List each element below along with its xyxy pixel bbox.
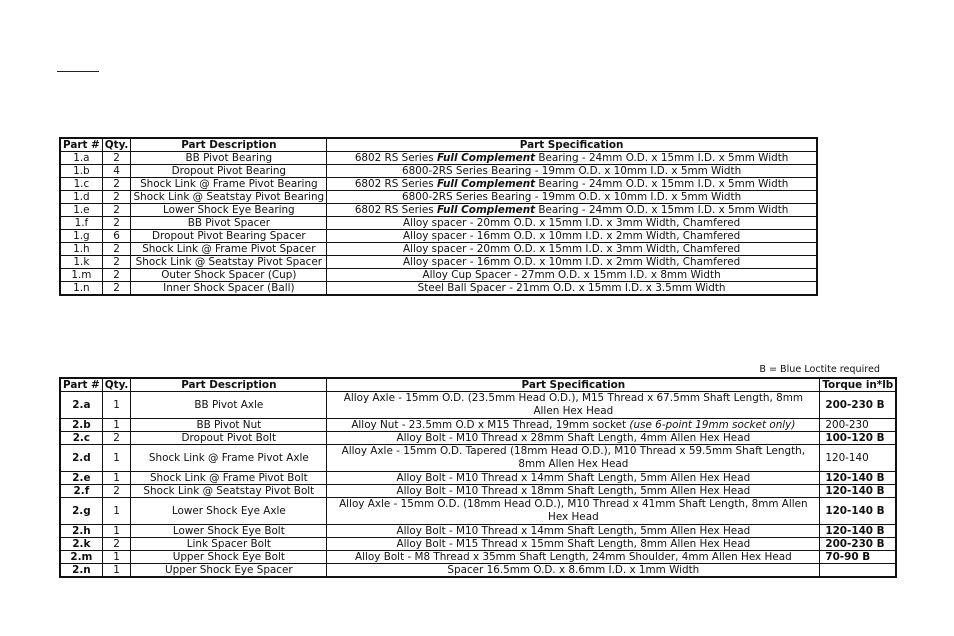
spec-text: Alloy spacer - 16mm O.D. x 10mm I.D. x 2mm Width, Chamfered xyxy=(402,230,741,242)
description-cell: BB Pivot Nut xyxy=(131,419,327,432)
description-cell: Upper Shock Eye Spacer xyxy=(131,564,327,578)
table-row xyxy=(60,472,896,485)
torque-cell: 70-90 B xyxy=(820,551,896,564)
col-header-description: Part Description xyxy=(131,378,327,392)
specification-cell xyxy=(327,165,817,178)
part-number-cell: 1.f xyxy=(60,217,102,230)
table-row xyxy=(60,152,817,165)
col-header-part: Part # xyxy=(60,378,102,392)
torque-cell: 200-230 B xyxy=(820,538,896,551)
specification-cell xyxy=(327,485,820,498)
spec-text: 6802 RS Series xyxy=(354,178,437,190)
description-cell: Lower Shock Eye Bolt xyxy=(131,525,327,538)
part-number-cell: 2.k xyxy=(60,538,102,551)
description-cell: Inner Shock Spacer (Ball) xyxy=(131,282,327,296)
description-cell: Dropout Pivot Bolt xyxy=(131,432,327,445)
qty-cell: 2 xyxy=(102,538,131,551)
loctite-note: B = Blue Loctite required xyxy=(759,364,880,375)
table-row xyxy=(60,485,896,498)
description-cell: BB Pivot Spacer xyxy=(131,217,327,230)
col-header-specification: Part Specification xyxy=(327,138,817,152)
table-header-row xyxy=(60,378,896,392)
specification-cell xyxy=(327,282,817,296)
qty-cell: 2 xyxy=(102,269,131,282)
spec-emphasis: (use 6-point 19mm socket only) xyxy=(629,419,796,431)
spec-text-suffix: Bearing - 24mm O.D. x 15mm I.D. x 5mm Width xyxy=(535,204,789,216)
qty-cell: 2 xyxy=(102,256,131,269)
description-cell: Dropout Pivot Bearing xyxy=(131,165,327,178)
qty-cell: 1 xyxy=(102,551,131,564)
description-cell: Link Spacer Bolt xyxy=(131,538,327,551)
spec-emphasis: Full Complement xyxy=(436,152,536,164)
table-row xyxy=(60,392,896,419)
description-cell: Dropout Pivot Bearing Spacer xyxy=(131,230,327,243)
part-number-cell: 1.n xyxy=(60,282,102,296)
part-number-cell: 2.n xyxy=(60,564,102,578)
col-header-specification: Part Specification xyxy=(327,378,820,392)
table-row xyxy=(60,165,817,178)
specification-cell xyxy=(327,551,820,564)
table-row xyxy=(60,432,896,445)
qty-cell: 1 xyxy=(102,392,131,419)
qty-cell: 2 xyxy=(102,152,131,165)
col-header-torque: Torque in*lb xyxy=(820,378,896,392)
qty-cell: 1 xyxy=(102,472,131,485)
description-cell: Shock Link @ Seatstay Pivot Bolt xyxy=(131,485,327,498)
specification-cell xyxy=(327,230,817,243)
spec-text: Alloy Bolt - M10 Thread x 28mm Shaft Length, 4mm Allen Hex Head xyxy=(396,432,751,444)
col-header-description: Part Description xyxy=(131,138,327,152)
description-cell: Shock Link @ Seatstay Pivot Bearing xyxy=(131,191,327,204)
specification-cell xyxy=(327,525,820,538)
part-number-cell: 1.k xyxy=(60,256,102,269)
qty-cell: 2 xyxy=(102,204,131,217)
torque-cell xyxy=(820,564,896,578)
description-cell: Shock Link @ Seatstay Pivot Spacer xyxy=(131,256,327,269)
qty-cell: 2 xyxy=(102,191,131,204)
part-number-cell: 2.f xyxy=(60,485,102,498)
part-number-cell: 1.e xyxy=(60,204,102,217)
spec-text: Alloy Axle - 15mm O.D. Tapered (18mm Head O.D.), M10 Thread x 59.5mm Shaft Length, 8mm Allen Hex Head xyxy=(341,445,806,470)
part-number-cell: 1.h xyxy=(60,243,102,256)
col-header-qty: Qty. xyxy=(102,378,131,392)
qty-cell: 2 xyxy=(102,485,131,498)
spec-text: Spacer 16.5mm O.D. x 8.6mm I.D. x 1mm Width xyxy=(447,564,700,576)
specification-cell xyxy=(327,498,820,525)
spec-text: Alloy spacer - 20mm O.D. x 15mm I.D. x 3mm Width, Chamfered xyxy=(402,217,741,229)
torque-cell: 200-230 xyxy=(820,419,896,432)
qty-cell: 4 xyxy=(102,165,131,178)
specification-cell xyxy=(327,256,817,269)
specification-cell xyxy=(327,538,820,551)
bearing-spacer-table xyxy=(59,137,818,296)
table-row xyxy=(60,243,817,256)
table-row xyxy=(60,204,817,217)
specification-cell xyxy=(327,178,817,191)
qty-cell: 2 xyxy=(102,178,131,191)
spec-text: Alloy Bolt - M10 Thread x 14mm Shaft Length, 5mm Allen Hex Head xyxy=(396,525,751,537)
qty-cell: 1 xyxy=(102,419,131,432)
specification-cell xyxy=(327,564,820,578)
qty-cell: 2 xyxy=(102,282,131,296)
spec-text: Alloy Cup Spacer - 27mm O.D. x 15mm I.D. x 8mm Width xyxy=(422,269,721,281)
specification-cell xyxy=(327,472,820,485)
description-cell: Outer Shock Spacer (Cup) xyxy=(131,269,327,282)
specification-cell xyxy=(327,191,817,204)
table-row xyxy=(60,498,896,525)
qty-cell: 2 xyxy=(102,243,131,256)
part-number-cell: 1.g xyxy=(60,230,102,243)
table-row xyxy=(60,564,896,578)
torque-cell: 120-140 xyxy=(820,445,896,472)
spec-text: 6800-2RS Series Bearing - 19mm O.D. x 10mm I.D. x 5mm Width xyxy=(402,165,742,177)
spec-text: Steel Ball Spacer - 21mm O.D. x 15mm I.D. x 3.5mm Width xyxy=(417,282,726,294)
part-number-cell: 1.a xyxy=(60,152,102,165)
part-number-cell: 2.b xyxy=(60,419,102,432)
description-cell: Shock Link @ Frame Pivot Axle xyxy=(131,445,327,472)
torque-cell: 120-140 B xyxy=(820,525,896,538)
description-cell: Lower Shock Eye Bearing xyxy=(131,204,327,217)
table-row xyxy=(60,256,817,269)
spec-text-suffix: Bearing - 24mm O.D. x 15mm I.D. x 5mm Width xyxy=(535,178,789,190)
qty-cell: 1 xyxy=(102,564,131,578)
torque-cell: 120-140 B xyxy=(820,498,896,525)
part-number-cell: 2.g xyxy=(60,498,102,525)
spec-text: Alloy Nut - 23.5mm O.D x M15 Thread, 19mm socket xyxy=(351,419,630,431)
table-row xyxy=(60,282,817,296)
spec-text: Alloy spacer - 16mm O.D. x 10mm I.D. x 2mm Width, Chamfered xyxy=(402,256,741,268)
spec-text: 6802 RS Series xyxy=(354,152,437,164)
specification-cell xyxy=(327,217,817,230)
table-row xyxy=(60,191,817,204)
part-number-cell: 2.h xyxy=(60,525,102,538)
description-cell: BB Pivot Axle xyxy=(131,392,327,419)
torque-cell: 100-120 B xyxy=(820,432,896,445)
spec-text: Alloy Bolt - M10 Thread x 18mm Shaft Length, 5mm Allen Hex Head xyxy=(396,485,751,497)
qty-cell: 2 xyxy=(102,217,131,230)
part-number-cell: 1.b xyxy=(60,165,102,178)
col-header-part: Part # xyxy=(60,138,102,152)
spec-emphasis: Full Complement xyxy=(436,178,536,190)
table-row xyxy=(60,230,817,243)
specification-cell xyxy=(327,392,820,419)
torque-cell: 120-140 B xyxy=(820,472,896,485)
table-row xyxy=(60,445,896,472)
part-number-cell: 2.a xyxy=(60,392,102,419)
table-row xyxy=(60,217,817,230)
qty-cell: 1 xyxy=(102,525,131,538)
description-cell: Shock Link @ Frame Pivot Bearing xyxy=(131,178,327,191)
torque-cell: 120-140 B xyxy=(820,485,896,498)
header-rule xyxy=(57,71,99,72)
description-cell: Upper Shock Eye Bolt xyxy=(131,551,327,564)
spec-text: Alloy Bolt - M10 Thread x 14mm Shaft Length, 5mm Allen Hex Head xyxy=(396,472,751,484)
specification-cell xyxy=(327,432,820,445)
spec-text: 6802 RS Series xyxy=(354,204,437,216)
spec-text: Alloy Bolt - M8 Thread x 35mm Shaft Length, 24mm Shoulder, 4mm Allen Hex Head xyxy=(355,551,792,563)
specification-cell xyxy=(327,152,817,165)
qty-cell: 6 xyxy=(102,230,131,243)
description-cell: BB Pivot Bearing xyxy=(131,152,327,165)
description-cell: Shock Link @ Frame Pivot Spacer xyxy=(131,243,327,256)
qty-cell: 1 xyxy=(102,445,131,472)
table-row xyxy=(60,178,817,191)
part-number-cell: 2.c xyxy=(60,432,102,445)
part-number-cell: 2.d xyxy=(60,445,102,472)
table-row xyxy=(60,525,896,538)
hardware-torque-table xyxy=(59,377,897,578)
specification-cell xyxy=(327,445,820,472)
spec-text-suffix: Bearing - 24mm O.D. x 15mm I.D. x 5mm Width xyxy=(535,152,789,164)
specification-cell xyxy=(327,419,820,432)
torque-cell: 200-230 B xyxy=(820,392,896,419)
qty-cell: 1 xyxy=(102,498,131,525)
part-number-cell: 2.e xyxy=(60,472,102,485)
spec-emphasis: Full Complement xyxy=(436,204,536,216)
spec-text: Alloy Bolt - M15 Thread x 15mm Shaft Length, 8mm Allen Hex Head xyxy=(396,538,751,550)
qty-cell: 2 xyxy=(102,432,131,445)
table-header-row xyxy=(60,138,817,152)
specification-cell xyxy=(327,204,817,217)
table-row xyxy=(60,538,896,551)
spec-text: Alloy Axle - 15mm O.D. (23.5mm Head O.D.), M15 Thread x 67.5mm Shaft Length, 8mm Allen Hex Head xyxy=(343,392,803,417)
part-number-cell: 1.c xyxy=(60,178,102,191)
part-number-cell: 2.m xyxy=(60,551,102,564)
col-header-qty: Qty. xyxy=(102,138,131,152)
table-row xyxy=(60,419,896,432)
spec-text: 6800-2RS Series Bearing - 19mm O.D. x 10mm I.D. x 5mm Width xyxy=(402,191,742,203)
description-cell: Lower Shock Eye Axle xyxy=(131,498,327,525)
specification-cell xyxy=(327,243,817,256)
part-number-cell: 1.d xyxy=(60,191,102,204)
table-row xyxy=(60,551,896,564)
spec-text: Alloy spacer - 20mm O.D. x 15mm I.D. x 3mm Width, Chamfered xyxy=(402,243,741,255)
part-number-cell: 1.m xyxy=(60,269,102,282)
spec-text: Alloy Axle - 15mm O.D. (18mm Head O.D.), M10 Thread x 41mm Shaft Length, 8mm Allen Hex Head xyxy=(339,498,808,523)
table-row xyxy=(60,269,817,282)
description-cell: Shock Link @ Frame Pivot Bolt xyxy=(131,472,327,485)
specification-cell xyxy=(327,269,817,282)
